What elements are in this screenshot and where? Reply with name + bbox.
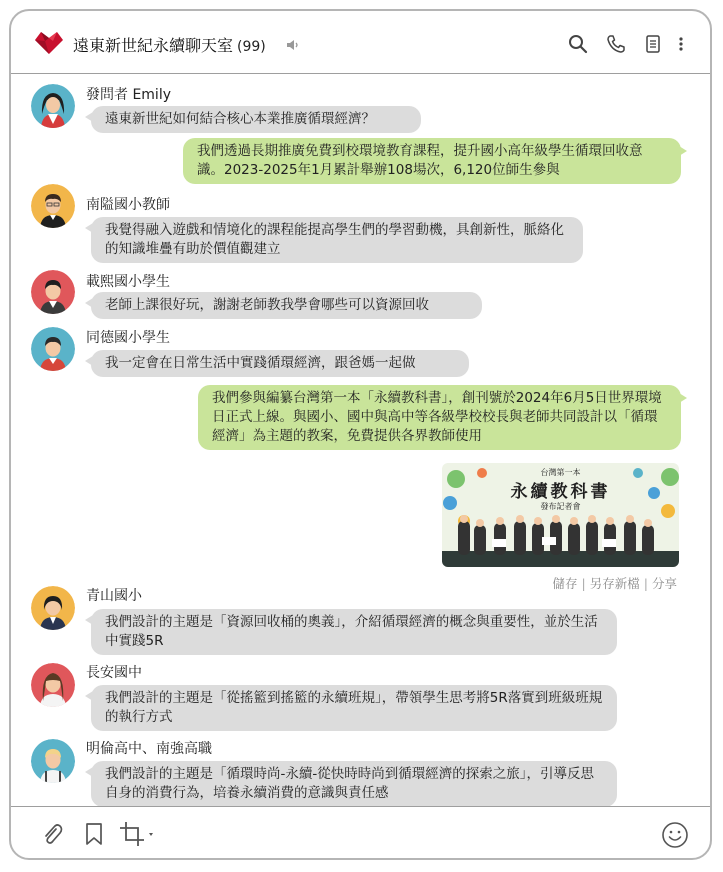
avatar[interactable] xyxy=(31,586,75,630)
message-bubble[interactable]: 我一定會在日常生活中實踐循環經濟，跟爸媽一起做 xyxy=(91,350,469,377)
message-bubble[interactable]: 我們設計的主題是「資源回收桶的奧義」，介紹循環經濟的概念與重要性，並於生活中實踐5R xyxy=(91,609,617,655)
bookmark-icon[interactable] xyxy=(81,821,107,847)
search-icon[interactable] xyxy=(568,34,588,54)
avatar[interactable] xyxy=(31,184,75,228)
message-list[interactable] xyxy=(11,74,710,804)
avatar[interactable] xyxy=(31,327,75,371)
sender-name: 同德國小學生 xyxy=(86,330,170,346)
avatar[interactable] xyxy=(31,663,75,707)
message-bubble[interactable]: 我覺得融入遊戲和情境化的課程能提高學生們的學習動機，具創新性，脈絡化的知識堆疊有助於價值觀建立 xyxy=(91,217,583,263)
avatar[interactable] xyxy=(31,739,75,783)
sender-name: 明倫高中、南強高職 xyxy=(86,741,212,757)
my-message-bubble[interactable]: 我們參與編纂台灣第一本「永續教科書」，創刊號於2024年6月5日世界環境日正式上線。與國小、國中與高中等各級學校校長與老師共同設計以「循環經濟」為主題的教案，免費提供各界教師使用 xyxy=(198,385,681,450)
sender-name: 長安國中 xyxy=(86,665,142,681)
chat-title-text: 遠東新世紀永續聊天室 xyxy=(73,36,234,55)
avatar[interactable] xyxy=(31,270,75,314)
message-bubble[interactable]: 我們設計的主題是「循環時尚-永續-從快時時尚到循環經濟的探索之旅」，引導反思自身的消費行為，培養永續消費的意識與責任感 xyxy=(91,761,617,807)
notes-icon[interactable] xyxy=(643,34,663,54)
save-link[interactable]: 儲存 xyxy=(552,576,578,591)
avatar[interactable] xyxy=(31,84,75,128)
photo-banner-title: 永續教科書 xyxy=(510,482,611,502)
save-as-link[interactable]: 另存新檔 xyxy=(589,576,640,591)
speaker-icon[interactable] xyxy=(286,38,300,52)
message-bubble[interactable]: 我們設計的主題是「從搖籃到搖籃的永續班規」，帶領學生思考將5R落實到班級班規的執行方式 xyxy=(91,685,617,731)
share-link[interactable]: 分享 xyxy=(651,576,677,591)
sender-name: 青山國小 xyxy=(86,588,142,604)
phone-icon[interactable] xyxy=(606,34,626,54)
more-icon[interactable] xyxy=(671,34,691,54)
photo-actions: 儲存 | 另存新檔 | 分享 xyxy=(552,576,677,591)
photo-banner-sub: 發布記者會 xyxy=(540,502,581,511)
chat-toolbar xyxy=(11,806,710,861)
my-message-bubble[interactable]: 我們透過長期推廣免費到校環境教育課程，提升國小高年級學生循環回收意識。2023-2025年1月累計舉辦108場次，6,120位師生參與 xyxy=(183,138,681,184)
photo-banner-small: 台灣第一本 xyxy=(540,468,581,477)
message-bubble[interactable]: 老師上課很好玩，謝謝老師教我學會哪些可以資源回收 xyxy=(91,292,482,319)
sender-name: 載熙國小學生 xyxy=(86,274,170,290)
crop-icon[interactable] xyxy=(119,821,159,847)
emoji-icon[interactable] xyxy=(661,821,689,849)
member-count: (99) xyxy=(237,39,266,55)
sender-name: 發問者 Emily xyxy=(86,87,171,103)
paperclip-icon[interactable] xyxy=(39,821,65,847)
shared-photo[interactable] xyxy=(442,463,679,567)
chat-window xyxy=(9,9,712,860)
sender-name: 南隘國小教師 xyxy=(86,197,170,213)
message-bubble[interactable]: 遠東新世紀如何結合核心本業推廣循環經濟？ xyxy=(91,106,421,133)
logo-heart-icon xyxy=(33,29,65,55)
chat-header xyxy=(11,11,710,74)
chat-title xyxy=(73,33,266,56)
